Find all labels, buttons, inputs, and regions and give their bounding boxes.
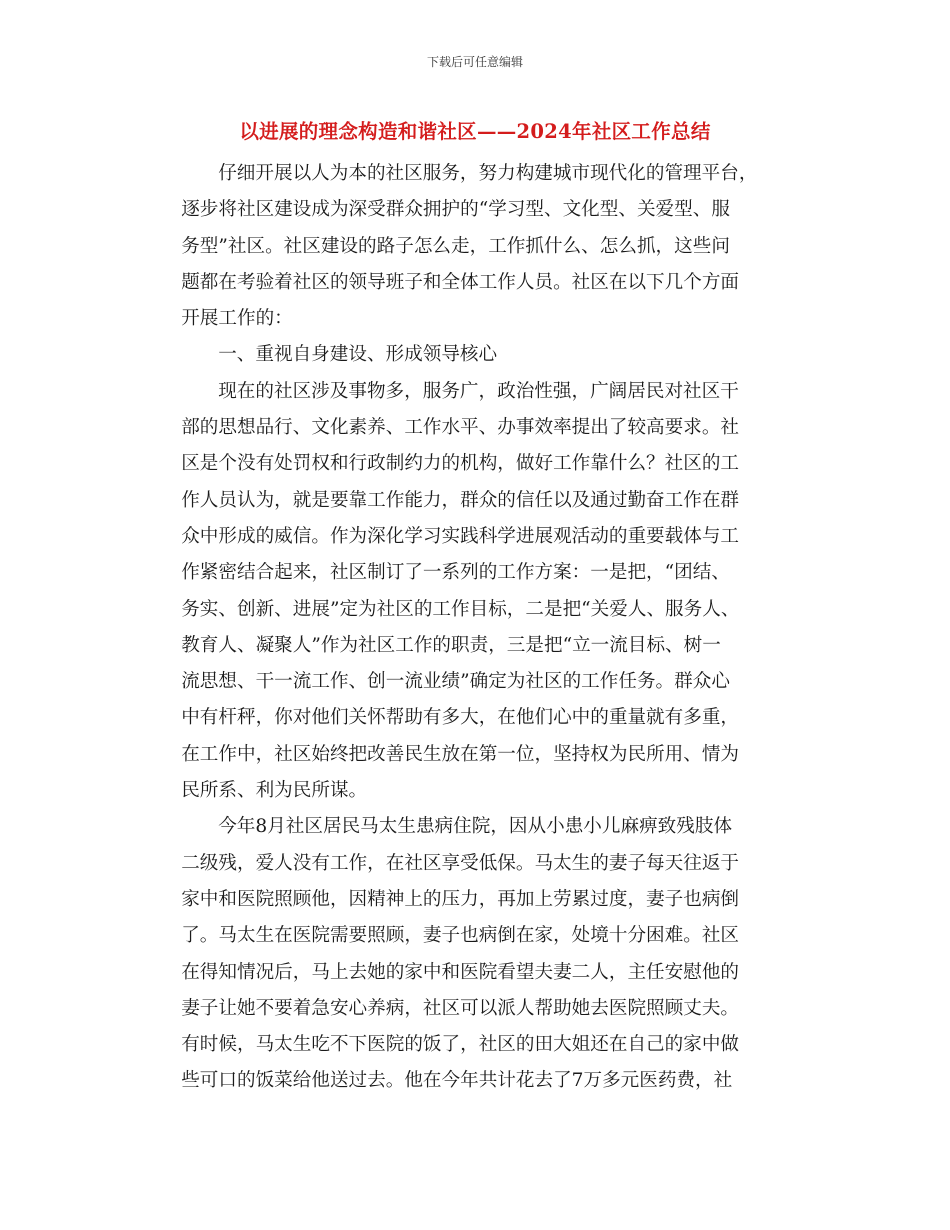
text-line: 流思想、干一流工作、创一流业绩”确定为社区的工作任务。群众心 — [181, 671, 730, 693]
text-line: 务实、创新、进展”定为社区的工作目标，二是把“关爱人、服务人、 — [181, 598, 740, 620]
text-line: 些可口的饭菜给他送过去。他在今年共计花去了7万多元医药费，社 — [181, 1070, 733, 1092]
text-line: 在得知情况后，马上去她的家中和医院看望夫妻二人，主任安慰他的 — [181, 961, 740, 983]
paragraph-section-1 — [144, 374, 810, 810]
text-line: 家中和医院照顾他，因精神上的压力，再加上劳累过度，妻子也病倒 — [181, 888, 740, 910]
text-line: 民所系、利为民所谋。 — [181, 780, 368, 802]
text-line: 务型”社区。社区建设的路子怎么走，工作抓什么、怎么抓，这些问 — [181, 235, 730, 257]
document-title: 以进展的理念构造和谐社区——2024年社区工作总结 — [239, 120, 711, 143]
text-line: 有时候，马太生吃不下医院的饭了，社区的田大姐还在自己的家中做 — [181, 1034, 740, 1056]
page-header: 下载后可任意编辑 — [426, 55, 523, 69]
paragraph-example — [144, 809, 810, 1099]
text-line: 逐步将社区建设成为深受群众拥护的“学习型、文化型、关爱型、服 — [181, 199, 730, 221]
text-line: 妻子让她不要着急安心养病，社区可以派人帮助她去医院照顾丈夫。 — [181, 997, 740, 1019]
paragraph-intro — [144, 156, 810, 337]
section-heading — [144, 337, 810, 373]
text-line: 二级残，爱人没有工作，在社区享受低保。马太生的妻子每天往返于 — [181, 852, 740, 874]
text-line: 现在的社区涉及事物多，服务广，政治性强，广阔居民对社区干 — [218, 380, 739, 402]
text-line: 作紧密结合起来，社区制订了一系列的工作方案：一是把，“团结、 — [181, 562, 730, 584]
text-line: 中有杆秤，你对他们关怀帮助有多大，在他们心中的重量就有多重， — [181, 707, 740, 729]
text-line: 区是个没有处罚权和行政制约力的机构，做好工作靠什么？社区的工 — [181, 453, 740, 475]
text-line: 部的思想品行、文化素养、工作水平、办事效率提出了较高要求。社 — [181, 417, 740, 439]
text-line: 一、重视自身建设、形成领导核心 — [218, 344, 498, 366]
text-line: 众中形成的威信。作为深化学习实践科学进展观活动的重要载体与工 — [181, 525, 740, 547]
text-line: 题都在考验着社区的领导班子和全体工作人员。社区在以下几个方面 — [181, 271, 740, 293]
text-line: 教育人、凝聚人”作为社区工作的职责，三是把“立一流目标、树一 — [181, 634, 721, 656]
text-line: 作人员认为，就是要靠工作能力，群众的信任以及通过勤奋工作在群 — [181, 489, 740, 511]
text-line: 今年8月社区居民马太生患病住院，因从小患小儿麻痹致残肢体 — [218, 816, 733, 838]
text-line: 开展工作的： — [181, 308, 293, 330]
text-line: 仔细开展以人为本的社区服务，努力构建城市现代化的管理平台， — [218, 163, 758, 184]
document-body — [144, 156, 810, 1100]
text-line: 在工作中，社区始终把改善民生放在第一位，坚持权为民所用、情为 — [181, 743, 740, 765]
text-line: 了。马太生在医院需要照顾，妻子也病倒在家，处境十分困难。社区 — [181, 925, 740, 947]
